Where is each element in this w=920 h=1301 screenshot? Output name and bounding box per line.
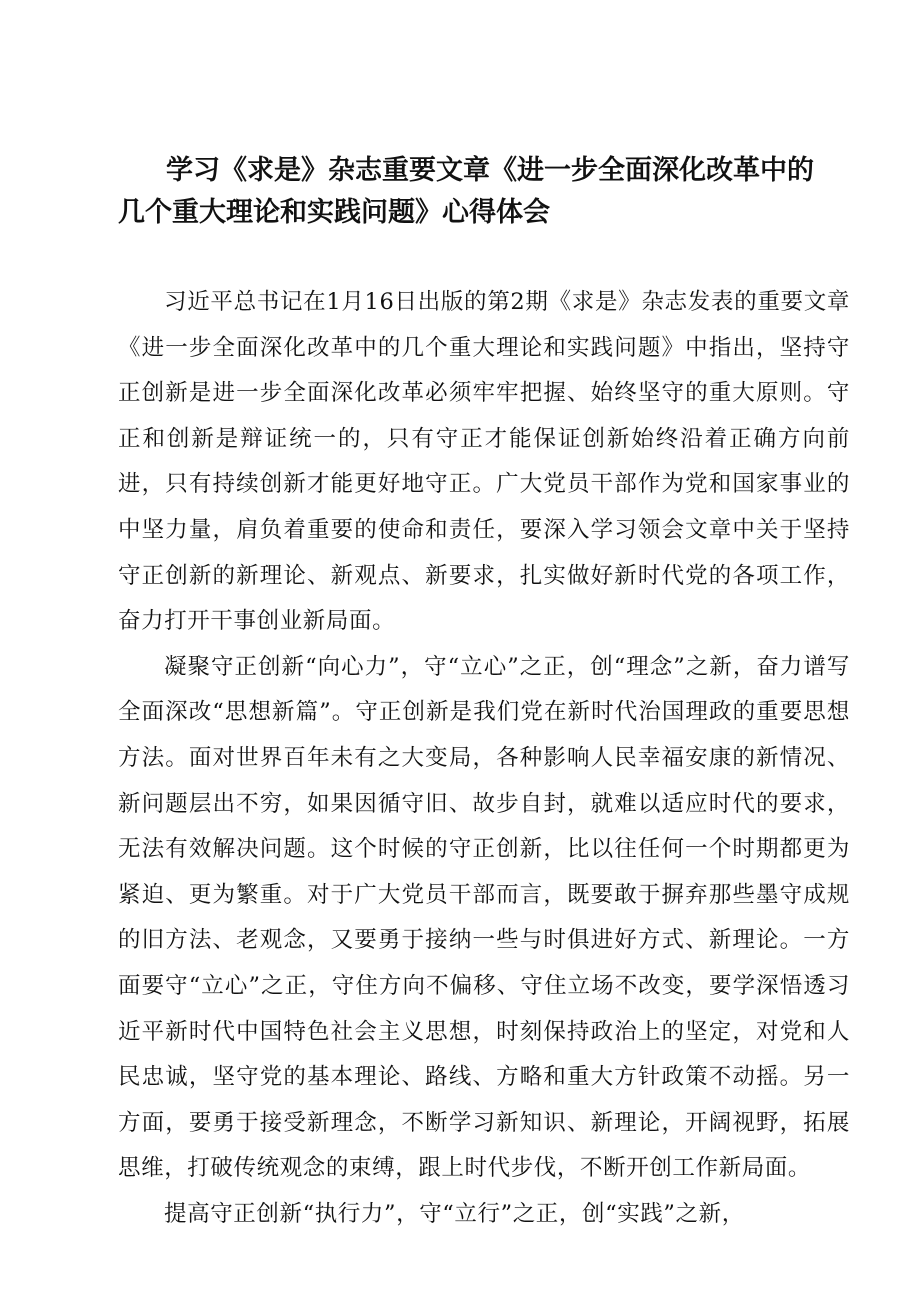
paragraph-1: 习近平总书记在1月16日出版的第2期《求是》杂志发表的重要文章《进一步全面深化改革中的几个重大理论和实践问题》中指出，坚持守正创新是进一步全面深化改革必须牢牢把握、始终坚守的重大原则。守正和创新是辩证统一的，只有守正才能保证创新始终沿着正确方向前进，只有持续创新才能更好地守正。广大党员干部作为党和国家事业的中坚力量，肩负着重要的使命和责任，要深入学习领会文章中关于坚持守正创新的新理论、新观点、新要求，扎实做好新时代党的各项工作，奋力打开干事创业新局面。 [118,289,850,635]
paragraph-3: 提高守正创新“执行力”，守“立行”之正，创“实践”之新， [164,1200,745,1227]
paragraph-2: 凝聚守正创新“向心力”，守“立心”之正，创“理念”之新，奋力谱写全面深改“思想新篇”。守正创新是我们党在新时代治国理政的重要思想方法。面对世界百年未有之大变局，各种影响人民幸福安康的新情况、新问题层出不穷，如果因循守旧、故步自封，就难以适应时代的要求，无法有效解决问题。这个时候的守正创新，比以往任何一个时期都更为紧迫、更为繁重。对于广大党员干部而言，既要敢于摒弃那些墨守成规的旧方法、老观念，又要勇于接纳一些与时俱进好方式、新理论。一方面要守“立心”之正，守住方向不偏移、守住立场不改变，要学深悟透习近平新时代中国特色社会主义思想，时刻保持政治上的坚定，对党和人民忠诚，坚守党的基本理论、路线、方略和重大方针政策不动摇。另一方面，要勇于接受新理念，不断学习新知识、新理论，开阔视野，拓展思维，打破传统观念的束缚，跟上时代步伐，不断开创工作新局面。 [118,653,850,1182]
page-title: 学习《求是》杂志重要文章《进一步全面深化改革中的几个重大理论和实践问题》心得体会 [118,155,814,228]
document-body [118,280,850,1237]
